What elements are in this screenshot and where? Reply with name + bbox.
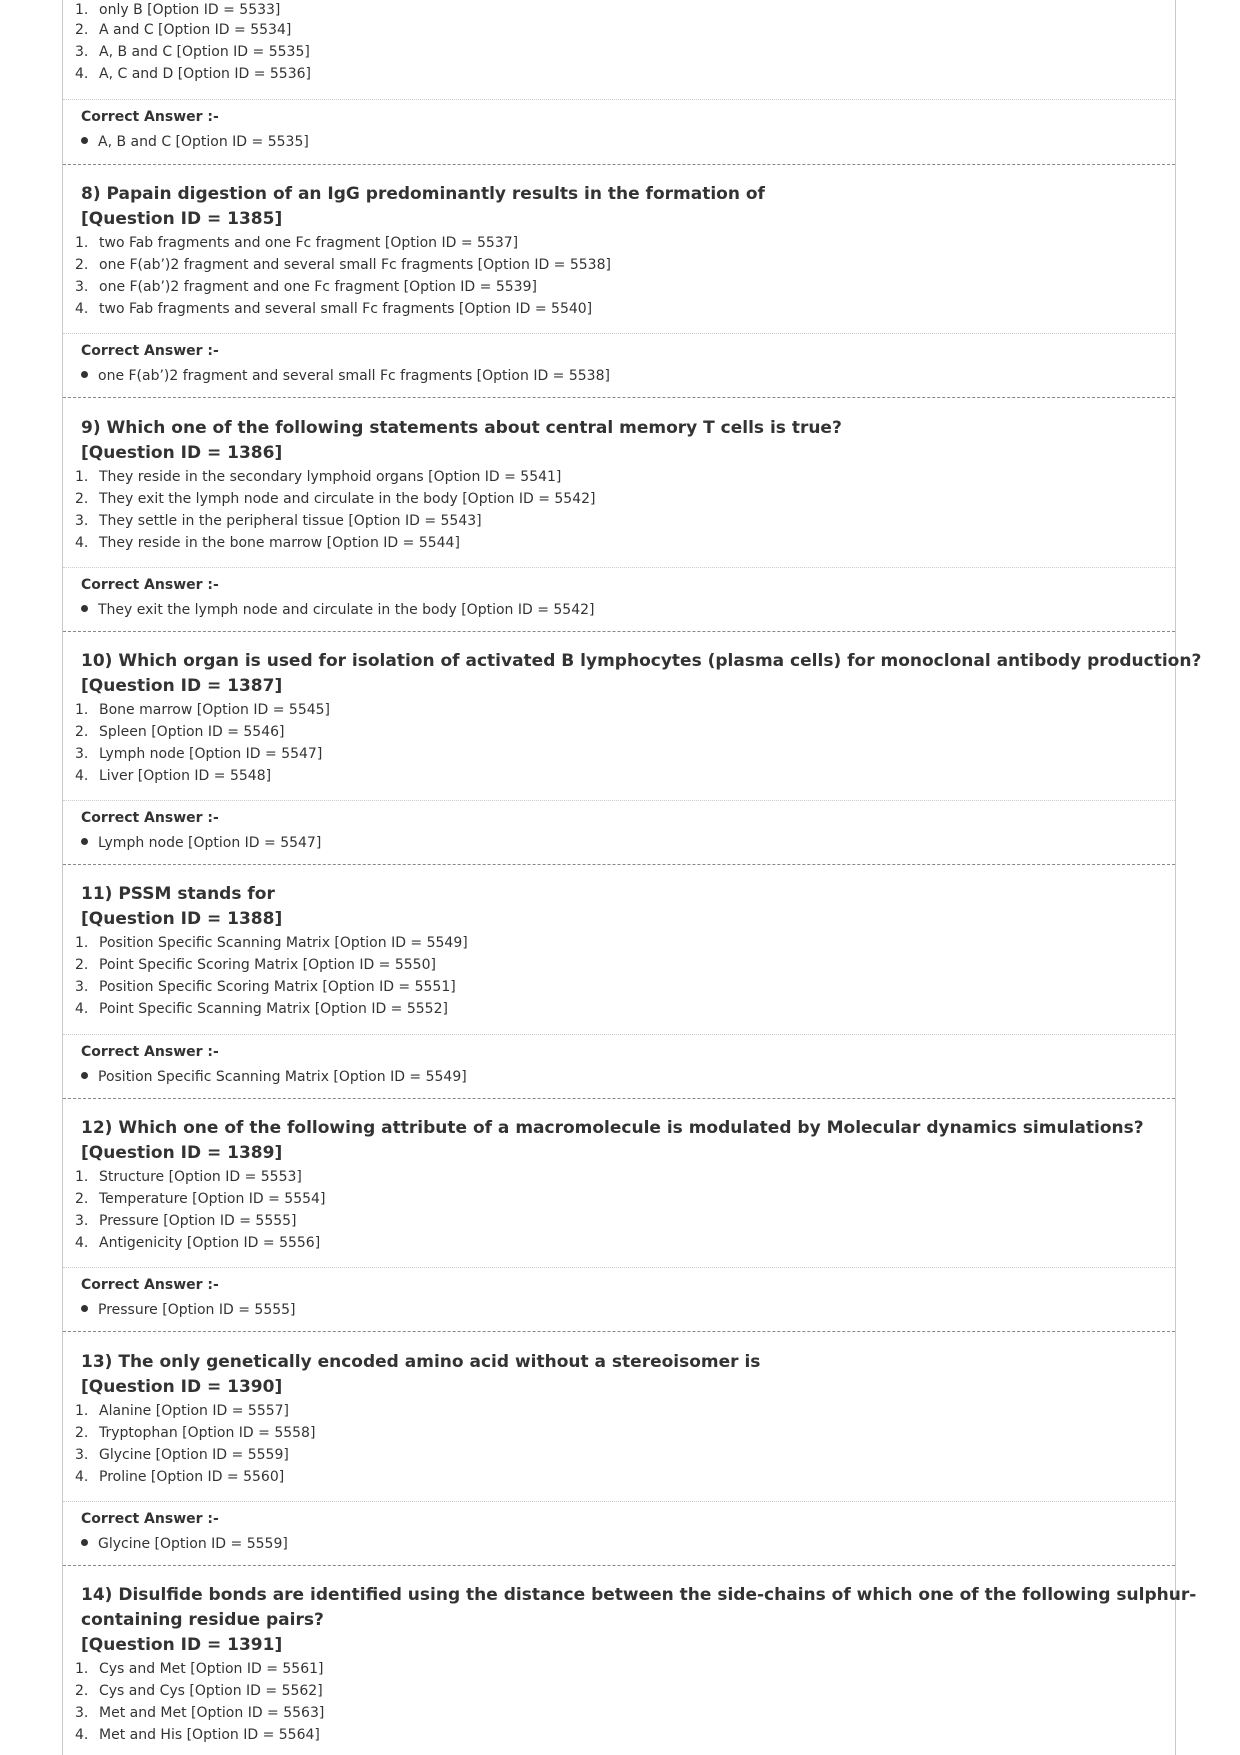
option: 3. Position Specific Scoring Matrix [Option ID = 5551] xyxy=(75,979,456,995)
option: 4. two Fab fragments and several small Fc fragments [Option ID = 5540] xyxy=(75,301,593,317)
correct-answer: Pressure [Option ID = 5555] xyxy=(81,1299,296,1321)
question-separator xyxy=(63,864,1175,865)
option: 3. A, B and C [Option ID = 5535] xyxy=(75,44,310,60)
option: 3. Pressure [Option ID = 5555] xyxy=(75,1213,297,1229)
correct-answer-label: Correct Answer :- xyxy=(81,1277,219,1293)
option: 2. one F(ab’)2 fragment and several small Fc fragments [Option ID = 5538] xyxy=(75,257,611,273)
option: 2. Point Specific Scoring Matrix [Option ID = 5550] xyxy=(75,957,436,973)
divider xyxy=(63,99,1175,100)
option: 1. only B [Option ID = 5533] xyxy=(75,2,281,18)
bullet-icon xyxy=(81,137,88,144)
bullet-icon xyxy=(81,371,88,378)
question-title: 12) Which one of the following attribute of a macromolecule is modulated by Molecular dynamics simulations? xyxy=(81,1118,1144,1138)
divider xyxy=(63,333,1175,334)
question-separator xyxy=(63,397,1175,398)
correct-answer-label: Correct Answer :- xyxy=(81,1044,219,1060)
option: 4. Point Specific Scanning Matrix [Option ID = 5552] xyxy=(75,1001,448,1017)
question-title: 8) Papain digestion of an IgG predominantly results in the formation of xyxy=(81,184,765,204)
question-separator xyxy=(63,1098,1175,1099)
correct-answer-label: Correct Answer :- xyxy=(81,810,219,826)
option: 2. A and C [Option ID = 5534] xyxy=(75,22,292,38)
question-id: [Question ID = 1386] xyxy=(81,443,283,463)
correct-answer: They exit the lymph node and circulate in the body [Option ID = 5542] xyxy=(81,599,595,621)
correct-answer: Position Specific Scanning Matrix [Option ID = 5549] xyxy=(81,1066,467,1088)
option: 1. Cys and Met [Option ID = 5561] xyxy=(75,1661,324,1677)
correct-answer: A, B and C [Option ID = 5535] xyxy=(81,131,309,153)
divider xyxy=(63,1267,1175,1268)
question-id: [Question ID = 1387] xyxy=(81,676,283,696)
divider xyxy=(63,800,1175,801)
question-separator xyxy=(63,164,1175,165)
question-title-continued: containing residue pairs? xyxy=(81,1610,324,1630)
bullet-icon xyxy=(81,838,88,845)
correct-answer-label: Correct Answer :- xyxy=(81,343,219,359)
question-separator xyxy=(63,1331,1175,1332)
option: 2. Tryptophan [Option ID = 5558] xyxy=(75,1425,316,1441)
option: 2. Cys and Cys [Option ID = 5562] xyxy=(75,1683,323,1699)
option: 3. Glycine [Option ID = 5559] xyxy=(75,1447,289,1463)
question-id: [Question ID = 1389] xyxy=(81,1143,283,1163)
option: 4. Proline [Option ID = 5560] xyxy=(75,1469,285,1485)
option: 1. Structure [Option ID = 5553] xyxy=(75,1169,302,1185)
option: 1. Alanine [Option ID = 5557] xyxy=(75,1403,290,1419)
option: 4. Liver [Option ID = 5548] xyxy=(75,768,272,784)
option: 3. Lymph node [Option ID = 5547] xyxy=(75,746,323,762)
option: 4. A, C and D [Option ID = 5536] xyxy=(75,66,311,82)
question-id: [Question ID = 1385] xyxy=(81,209,283,229)
question-id: [Question ID = 1391] xyxy=(81,1635,283,1655)
question-separator xyxy=(63,1565,1175,1566)
option: 3. They settle in the peripheral tissue [Option ID = 5543] xyxy=(75,513,482,529)
question-id: [Question ID = 1388] xyxy=(81,909,283,929)
bullet-icon xyxy=(81,605,88,612)
bullet-icon xyxy=(81,1539,88,1546)
correct-answer-label: Correct Answer :- xyxy=(81,577,219,593)
option: 1. Bone marrow [Option ID = 5545] xyxy=(75,702,331,718)
correct-answer: Lymph node [Option ID = 5547] xyxy=(81,832,321,854)
correct-answer-label: Correct Answer :- xyxy=(81,109,219,125)
divider xyxy=(63,567,1175,568)
bullet-icon xyxy=(81,1305,88,1312)
divider xyxy=(63,1034,1175,1035)
question-title: 10) Which organ is used for isolation of activated B lymphocytes (plasma cells) for monoclonal antibody production? xyxy=(81,651,1202,671)
question-separator xyxy=(63,631,1175,632)
option: 1. two Fab fragments and one Fc fragment [Option ID = 5537] xyxy=(75,235,519,251)
correct-answer: one F(ab’)2 fragment and several small Fc fragments [Option ID = 5538] xyxy=(81,365,610,387)
question-title: 14) Disulfide bonds are identified using the distance between the side-chains of which one of the following sulphur- xyxy=(81,1585,1197,1605)
option: 3. Met and Met [Option ID = 5563] xyxy=(75,1705,325,1721)
option: 2. They exit the lymph node and circulate in the body [Option ID = 5542] xyxy=(75,491,596,507)
divider xyxy=(63,1501,1175,1502)
option: 1. Position Specific Scanning Matrix [Option ID = 5549] xyxy=(75,935,468,951)
exam-page xyxy=(62,0,1202,1755)
correct-answer-label: Correct Answer :- xyxy=(81,1511,219,1527)
question-title: 11) PSSM stands for xyxy=(81,884,275,904)
correct-answer: Glycine [Option ID = 5559] xyxy=(81,1533,288,1555)
option: 4. Met and His [Option ID = 5564] xyxy=(75,1727,320,1743)
question-title: 13) The only genetically encoded amino acid without a stereoisomer is xyxy=(81,1352,761,1372)
option: 1. They reside in the secondary lymphoid organs [Option ID = 5541] xyxy=(75,469,562,485)
option: 3. one F(ab’)2 fragment and one Fc fragment [Option ID = 5539] xyxy=(75,279,537,295)
bullet-icon xyxy=(81,1072,88,1079)
option: 4. They reside in the bone marrow [Option ID = 5544] xyxy=(75,535,460,551)
question-id: [Question ID = 1390] xyxy=(81,1377,283,1397)
option: 2. Temperature [Option ID = 5554] xyxy=(75,1191,326,1207)
option: 4. Antigenicity [Option ID = 5556] xyxy=(75,1235,321,1251)
option: 2. Spleen [Option ID = 5546] xyxy=(75,724,285,740)
question-title: 9) Which one of the following statements about central memory T cells is true? xyxy=(81,418,842,438)
